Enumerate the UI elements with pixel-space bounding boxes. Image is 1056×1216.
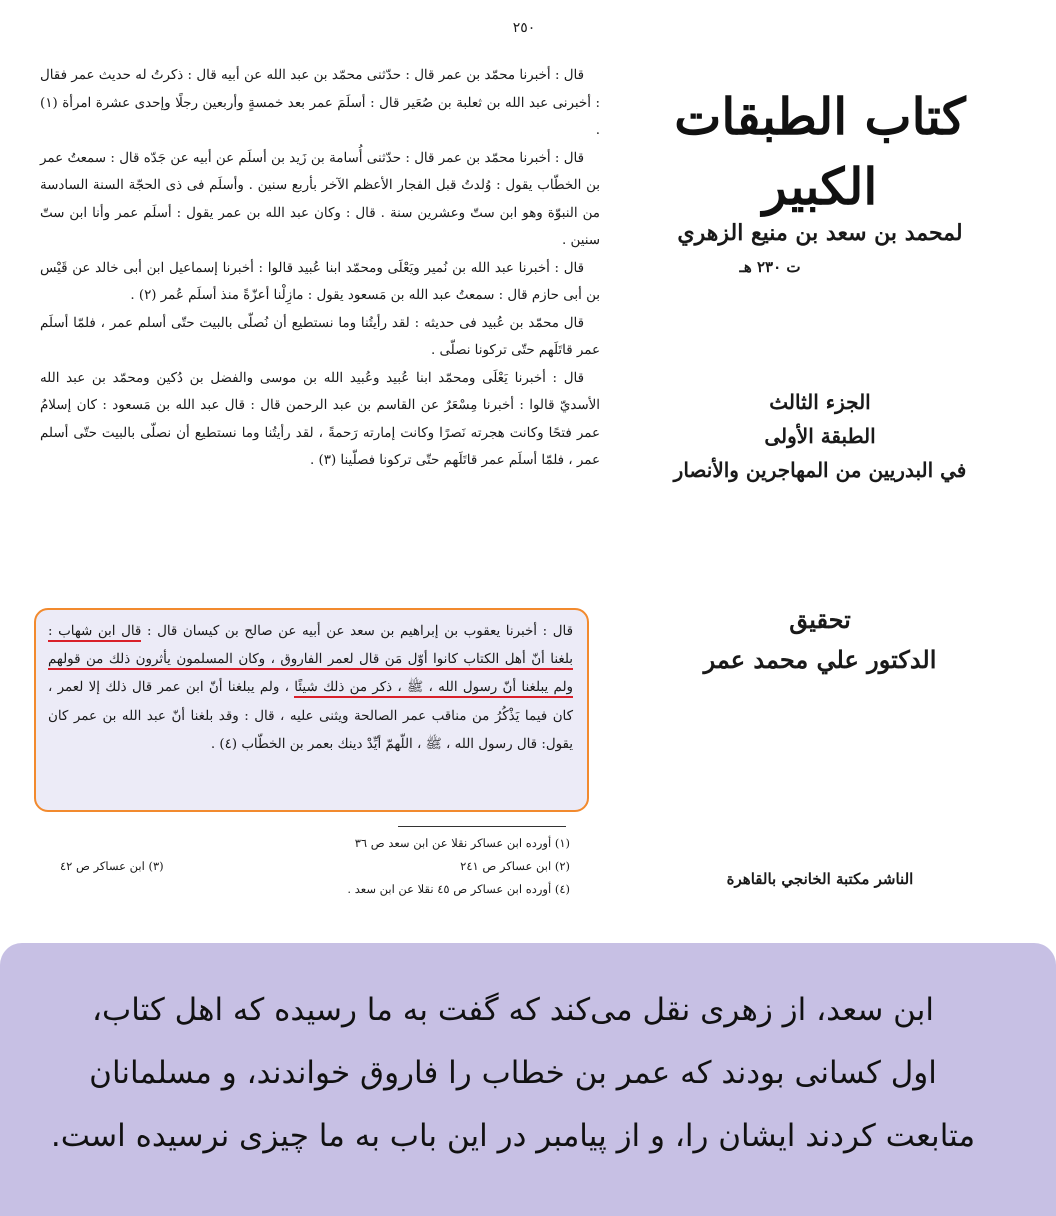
highlight-rest: ، ولم يبلغنا أنّ ابن عمر قال ذلك إلا لعمر ، كان فيما يَذْكُرُ من مناقب عمر الصالحة ويثنى عليه ، قال : وقد بلغنا أنّ عبد الله بن عمر كان يقول: قال رسول الله ، ﷺ ، اللّهمّ أيِّدْ دينك بعمر بن الخطّاب (٤) . bbox=[48, 680, 573, 752]
book-title: كتاب الطبقات الكبير bbox=[674, 87, 966, 216]
tahqiq-label: تحقيق bbox=[789, 605, 851, 634]
footnote-3: (٣) ابن عساكر ص ٤٢ bbox=[60, 859, 164, 873]
editor-name: الدكتور علي محمد عمر bbox=[703, 645, 937, 674]
footnote-2: (٢) ابن عساكر ص ٢٤١ bbox=[460, 859, 570, 873]
title-page bbox=[610, 60, 1030, 920]
footnote-divider bbox=[398, 826, 566, 827]
highlighted-passage bbox=[34, 608, 589, 812]
editor-block bbox=[610, 600, 1030, 680]
caption-line-3: متابعت کردند ایشان را، و از پیامبر در این باب به ما چیزی نرسیده است. bbox=[50, 1118, 976, 1154]
footnote-row bbox=[60, 878, 570, 901]
footnote-row bbox=[60, 855, 570, 878]
highlight-intro: قال : أخبرنا يعقوب بن إبراهيم بن سعد عن أبيه عن صالح بن كيسان قال : bbox=[141, 624, 573, 639]
publisher: الناشر مكتبة الخانجي بالقاهرة bbox=[726, 870, 914, 888]
footnote-1: (١) أورده ابن عساكر نقلا عن ابن سعد ص ٣٦ bbox=[354, 836, 570, 850]
subject-label: في البدريين من المهاجرين والأنصار bbox=[673, 458, 967, 482]
highlighted-paragraph bbox=[48, 618, 573, 759]
author-name: لمحمد بن سعد بن منيع الزهري bbox=[677, 220, 963, 246]
page-number: ٢٥٠ bbox=[512, 20, 536, 36]
death-date: ت ٢٣٠ هـ bbox=[739, 258, 801, 276]
paragraph-4: قال محمّد بن عُبيد فى حديثه : لقد رأيتُنا وما نستطيع أن نُصلّى بالبيت حتّى أسلم عمر ، فلمّا أسلَم عمر قاتَلَهم حتّى تركونا نصلّى . bbox=[40, 315, 600, 358]
book-title-block bbox=[610, 82, 1030, 222]
tabaqa-label: الطبقة الأولى bbox=[764, 424, 876, 448]
volume-label: الجزء الثالث bbox=[769, 390, 871, 414]
footnote-4: (٤) أورده ابن عساكر ص ٤٥ نقلا عن ابن سعد . bbox=[347, 882, 570, 896]
footnotes bbox=[60, 832, 570, 901]
caption-line-2: اول کسانی بودند که عمر بن خطاب را فاروق خواندند، و مسلمانان bbox=[89, 1055, 937, 1091]
paragraph-3: قال : أخبرنا عبد الله بن نُمير ويَعْلَى ومحمّد ابنا عُبيد قالوا : أخبرنا إسماعيل ابن أبى خالد عن قَيْس بن أبى حازم قال : سمعتُ عبد الله بن مَسعود يقول : مازِلْنا أعزّةً منذ أسلَم عُمر (٢) . bbox=[40, 260, 600, 303]
paragraph-1: قال : أخبرنا محمّد بن عمر قال : حدّثنى محمّد بن عبد الله عن أبيه قال : ذكرتُ له حديث عمر فقال : أخبرنى عبد الله بن ثعلبة بن صُعَير قال : أسلَمَ عمر بعد خمسةٍ وأربعين رجلًا وإحدى عشرة امرأة (١) . bbox=[40, 68, 600, 138]
book-text-column bbox=[40, 62, 600, 475]
footnote-row bbox=[60, 832, 570, 855]
caption-line-1: ابن سعد، از زهری نقل می‌کند که گفت به ما رسیده که اهل کتاب، bbox=[92, 992, 934, 1028]
volume-info bbox=[610, 385, 1030, 487]
paragraph-5: قال : أخبرنا يَعْلَى ومحمّد ابنا عُبيد وعُبيد الله بن موسى والفضل بن دُكين ومحمّد بن عبد الله الأسديّ قالوا : أخبرنا مِسْعَرٌ عن القاسم بن عبد الرحمن قال : قال عبد الله بن مَسعود : كان إسلامُ عمر فتحًا وكانت هجرته نَصرًا وكانت إمارته رَحمةً ، لقد رأيتُنا وما نستطيع أن نصلّى بالبيت حتّى أسلم عمر ، فلمّا أسلَم عمر قاتَلَهم حتّى تركونا فصلّينا (٣) . bbox=[40, 370, 600, 468]
paragraph-2: قال : أخبرنا محمّد بن عمر قال : حدّثنى أُسامة بن زَيد بن أسلَم عن أبيه عن جَدّه قال : سمعتُ عمر بن الخطّاب يقول : وُلدتُ قبل الفجار الأعظم الآخر بأربع سنين . وأسلَم فى ذى الحجّة السنة السادسة من النبوّة وهو ابن ستّ وعشرين سنة . قال : وكان عبد الله بن عمر يقول : أسلَم عمر وأنا ابن ستّ سنين . bbox=[40, 150, 600, 248]
persian-caption-box bbox=[0, 943, 1056, 1216]
underlined-quote: قال ابن شهاب : بلغنا أنّ أهل الكتاب كانوا أوّل مَن قال لعمر الفاروق ، وكان المسلمون يأثرون ذلك من قولهم ولم يبلغنا أنّ رسول الله ، ﷺ ، ذكر من ذلك شيئًا bbox=[48, 624, 573, 698]
